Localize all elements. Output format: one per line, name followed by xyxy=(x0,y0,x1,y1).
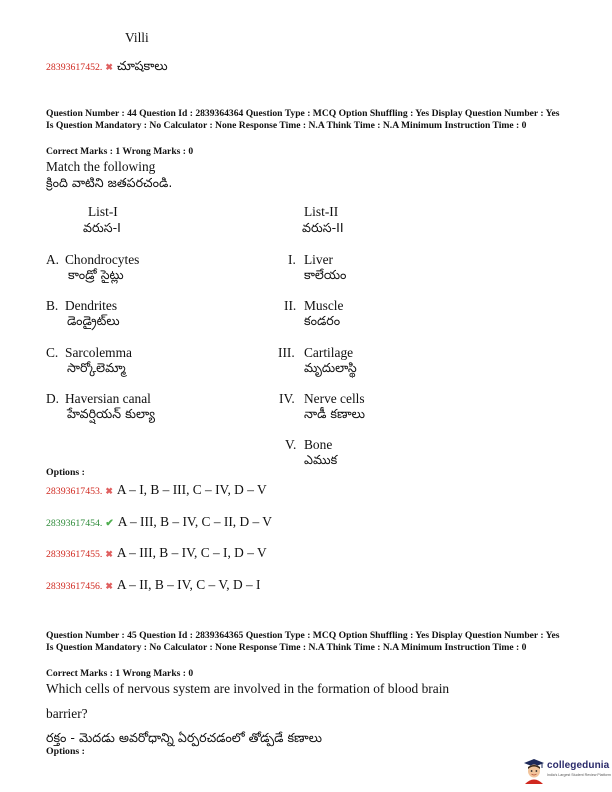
list1-title-telugu: వరుస-I xyxy=(83,220,121,235)
question-45-text-telugu: రక్తం - మెదడు అవరోధాన్ని ఏర్పరచడంలో తోడ్పడే కణాలు xyxy=(46,730,322,745)
list2-title-telugu: వరుస-II xyxy=(302,220,344,235)
question-44-marks: Correct Marks : 1 Wrong Marks : 0 xyxy=(46,146,194,157)
option-text: A – III, B – IV, C – II, D – V xyxy=(117,514,272,529)
list2-item-key: I. xyxy=(288,252,296,267)
wrong-mark-icon: ✖ xyxy=(105,549,113,559)
brand-name: collegedunia xyxy=(547,760,610,771)
option-row[interactable] xyxy=(46,514,272,530)
option-id: 28393617453. xyxy=(46,486,103,497)
list2-item-telugu: ఎముక xyxy=(304,452,338,467)
list2-item-telugu: కాలేయం xyxy=(304,267,347,282)
brand-tagline: India's Largest Student Review Platform xyxy=(547,773,611,777)
list1-item-telugu: సార్కోలెమ్మా xyxy=(67,360,126,375)
list2-item-key: V. xyxy=(285,437,297,452)
question-45-marks: Correct Marks : 1 Wrong Marks : 0 xyxy=(46,668,194,679)
question-44-text: Match the following xyxy=(46,159,156,174)
list2-item-telugu: కండరం xyxy=(304,313,341,328)
option-id: 28393617456. xyxy=(46,581,103,592)
question-45-header: Question Number : 45 Question Id : 2839364365 Question Type : MCQ Option Shuffling : Yes Display Question Number : Yes Is Question Mandatory : No Calculator : None Response Time : N.A Think Time : N.A Minimum Instruction Time : 0 xyxy=(46,630,560,653)
list2-item-text: Cartilage xyxy=(304,345,354,360)
option-text-telugu: చూషకాలు xyxy=(116,58,168,73)
option-id: 28393617454. xyxy=(46,518,103,529)
wrong-mark-icon: ✖ xyxy=(105,486,113,496)
question-44-text-telugu: క్రింది వాటిని జతపరచండి. xyxy=(46,175,173,190)
options-label: Options : xyxy=(46,467,85,478)
question-44-header: Question Number : 44 Question Id : 2839364364 Question Type : MCQ Option Shuffling : Yes Display Question Number : Yes Is Question Mandatory : No Calculator : None Response Time : N.A Think Time : N.A Minimum Instruction Time : 0 xyxy=(46,108,560,131)
list2-item-telugu: నాడీ కణాలు xyxy=(304,406,365,421)
collegedunia-logo xyxy=(523,756,612,790)
list1-item-text: Chondrocytes xyxy=(65,252,140,267)
list2-item-text: Bone xyxy=(304,437,333,452)
list2-item-text: Liver xyxy=(304,252,333,267)
list1-item-telugu: హేవర్షియన్ కుల్యా xyxy=(67,406,155,421)
list1-item-telugu: కాండ్రో సైట్లు xyxy=(68,267,124,282)
question-45-text-line1: Which cells of nervous system are involved in the formation of blood brain xyxy=(46,681,450,696)
list2-title: List-II xyxy=(304,204,339,219)
list1-item-key: B. xyxy=(46,298,59,313)
list1-item-key: D. xyxy=(46,391,60,406)
graduate-avatar-icon xyxy=(523,758,545,784)
option-id: 28393617452. xyxy=(46,62,103,73)
list1-item-text: Sarcolemma xyxy=(65,345,132,360)
option-row[interactable] xyxy=(46,545,267,561)
option-row[interactable] xyxy=(46,577,260,593)
list1-item-key: A. xyxy=(46,252,60,267)
list1-item-text: Haversian canal xyxy=(65,391,151,406)
correct-check-icon: ✔ xyxy=(105,518,114,529)
list1-item-text: Dendrites xyxy=(65,298,118,313)
wrong-mark-icon: ✖ xyxy=(105,581,113,591)
prev-option-row xyxy=(46,58,168,77)
wrong-mark-icon: ✖ xyxy=(105,62,113,72)
list2-item-text: Nerve cells xyxy=(304,391,365,406)
list2-item-key: IV. xyxy=(279,391,295,406)
option-text: A – II, B – IV, C – V, D – I xyxy=(116,577,261,592)
list1-title: List-I xyxy=(88,204,118,219)
option-text: A – I, B – III, C – IV, D – V xyxy=(116,482,267,497)
option-text: A – III, B – IV, C – I, D – V xyxy=(116,545,267,560)
prev-option-text: Villi xyxy=(125,30,149,45)
question-45-text-line2: barrier? xyxy=(46,706,88,721)
list2-item-key: III. xyxy=(278,345,295,360)
list2-item-telugu: మృదులాస్థి xyxy=(304,360,357,375)
list2-item-key: II. xyxy=(284,298,297,313)
list1-item-key: C. xyxy=(46,345,59,360)
option-row[interactable] xyxy=(46,482,267,498)
option-id: 28393617455. xyxy=(46,549,103,560)
list1-item-telugu: డెండ్రైట్‌లు xyxy=(67,313,120,328)
options-label: Options : xyxy=(46,746,85,757)
list2-item-text: Muscle xyxy=(304,298,344,313)
